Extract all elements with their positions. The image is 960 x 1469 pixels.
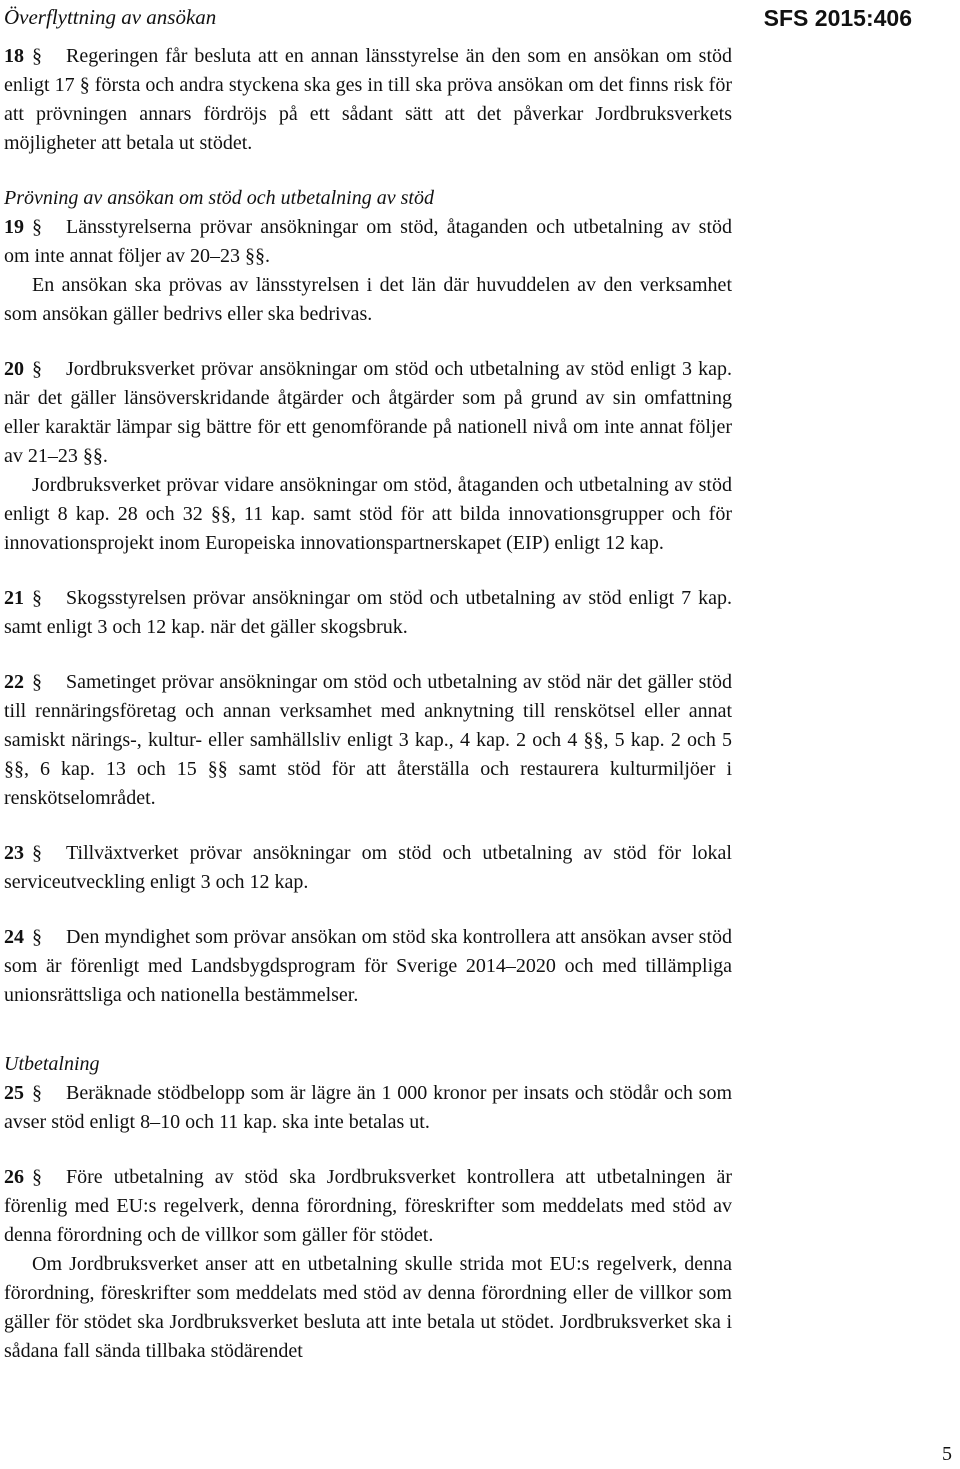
paragraph-continuation: Jordbruksverket prövar vidare ansökningar om stöd, åtaganden och utbetalning av stöd enligt 8 kap. 28 och 32 §§, 11 kap. samt stöd för att bilda innovationsgrupper och för innovationsprojekt inom Europeiska innovationspartnerskapet (EIP) enligt 12 kap. <box>4 474 732 554</box>
paragraph-number: 19 <box>4 216 24 238</box>
paragraph-number: 20 <box>4 358 24 380</box>
paragraph-text: Före utbetalning av stöd ska Jordbruksverket kontrollera att utbetalningen är förenlig med EU:s regelverk, denna förordning, föreskrifter som meddelats med stöd av denna förordning och de villkor som gäller för stödet. <box>4 1166 732 1246</box>
section-sign: § <box>32 1166 42 1188</box>
section-23 <box>4 839 732 897</box>
section-sign: § <box>32 45 42 67</box>
paragraph-text: Jordbruksverket prövar ansökningar om stöd och utbetalning av stöd enligt 3 kap. när det gäller länsöverskridande åtgärder och åtgärder som på grund av sin omfattning eller karaktär lämpar sig bättre för ett genomförande på nationell nivå om inte annat följer av 21–23 §§. <box>4 358 732 467</box>
heading-provning: Prövning av ansökan om stöd och utbetalning av stöd <box>4 187 434 209</box>
section-sign: § <box>32 358 42 380</box>
section-20 <box>4 355 732 558</box>
paragraph-text: Sametinget prövar ansökningar om stöd och utbetalning av stöd när det gäller stöd till rennäringsföretag och annan verksamhet med anknytning till renskötsel eller annat samiskt närings-, kultur- eller samhällsliv enligt 3 kap., 4 kap. 2 och 4 §§, 5 kap. 2 och 5 §§, 6 kap. 13 och 15 §§ samt stöd för att återställa och restaurera kulturmiljöer i renskötselområdet. <box>4 671 732 809</box>
section-19 <box>4 213 732 329</box>
paragraph-continuation: Om Jordbruksverket anser att en utbetalning skulle strida mot EU:s regelverk, denna förordning, föreskrifter som meddelats med stöd av denna förordning eller de villkor som gäller för stödet ska Jordbruksverket besluta att inte betala ut stödet. Jordbruksverket ska i sådana fall sända tillbaka stödärendet <box>4 1253 732 1362</box>
paragraph <box>4 1163 732 1250</box>
running-title: Överflyttning av ansökan <box>4 5 217 29</box>
section-sign: § <box>32 842 42 864</box>
paragraph-text: Den myndighet som prövar ansökan om stöd ska kontrollera att ansökan avser stöd som är förenligt med Landsbygdsprogram för Sverige 2014–2020 och med tillämpliga unionsrättsliga och nationella bestämmelser. <box>4 926 732 1006</box>
paragraph-number: 22 <box>4 671 24 693</box>
section-25 <box>4 1079 732 1137</box>
paragraph-continuation: En ansökan ska prövas av länsstyrelsen i det län där huvuddelen av den verksamhet som ansökan gäller bedrivs eller ska bedrivas. <box>4 274 732 325</box>
section-sign: § <box>32 587 42 609</box>
section-18 <box>4 42 732 158</box>
paragraph-text: Länsstyrelserna prövar ansökningar om stöd, åtaganden och utbetalning av stöd om inte annat följer av 20–23 §§. <box>4 216 732 267</box>
section-24 <box>4 923 732 1010</box>
section-21 <box>4 584 732 642</box>
section-sign: § <box>32 1082 42 1104</box>
paragraph <box>4 213 732 271</box>
paragraph-number: 26 <box>4 1166 24 1188</box>
section-26 <box>4 1163 732 1366</box>
paragraph-number: 25 <box>4 1082 24 1104</box>
paragraph-text: Regeringen får besluta att en annan länsstyrelse än den som en ansökan om stöd enligt 17 § första och andra styckena ska ges in till ska pröva ansökan om det finns risk för att prövningen annars fördröjs på ett sådant sätt att det påverkar Jordbruksverkets möjligheter att betala ut stödet. <box>4 45 732 154</box>
paragraph-number: 23 <box>4 842 24 864</box>
paragraph <box>4 355 732 471</box>
paragraph <box>4 668 732 813</box>
paragraph <box>4 923 732 1010</box>
paragraph-number: 24 <box>4 926 24 948</box>
paragraph-number: 21 <box>4 587 24 609</box>
section-sign: § <box>32 216 42 238</box>
section-sign: § <box>32 926 42 948</box>
paragraph <box>4 839 732 897</box>
paragraph-text: Skogsstyrelsen prövar ansökningar om stöd och utbetalning av stöd enligt 7 kap. samt enligt 3 och 12 kap. när det gäller skogsbruk. <box>4 587 732 638</box>
paragraph <box>4 1079 732 1137</box>
paragraph-text: Beräknade stödbelopp som är lägre än 1 000 kronor per insats och stödår och som avser stöd enligt 8–10 och 11 kap. ska inte betalas ut. <box>4 1082 732 1133</box>
heading-utbetalning: Utbetalning <box>4 1053 100 1075</box>
paragraph-text: Tillväxtverket prövar ansökningar om stöd och utbetalning av stöd för lokal serviceutveckling enligt 3 och 12 kap. <box>4 842 732 893</box>
page-number: 5 <box>942 1443 952 1465</box>
sfs-number: SFS 2015:406 <box>763 5 912 31</box>
paragraph-number: 18 <box>4 45 24 67</box>
section-22 <box>4 668 732 813</box>
paragraph <box>4 584 732 642</box>
body-text <box>4 42 732 1392</box>
section-sign: § <box>32 671 42 693</box>
paragraph <box>4 42 732 158</box>
